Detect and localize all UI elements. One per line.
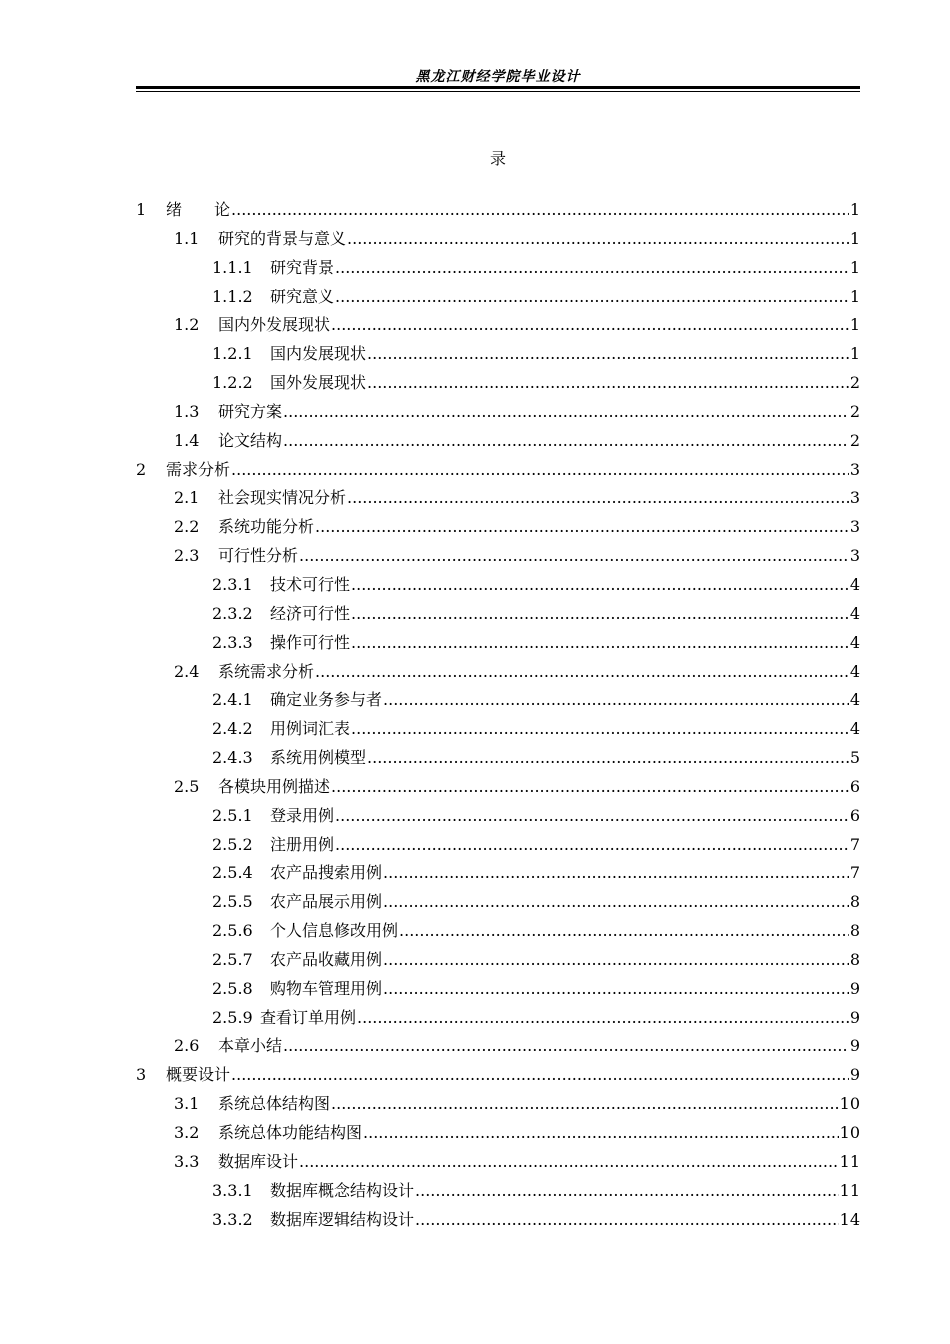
toc-entry[interactable] bbox=[136, 196, 860, 225]
toc-entry[interactable] bbox=[136, 283, 860, 312]
toc-leader-dots bbox=[383, 859, 849, 888]
toc-entry-page: 1 bbox=[849, 200, 860, 219]
toc-entry-text: 系统需求分析 bbox=[218, 661, 315, 681]
toc-entry-text: 农产品展示用例 bbox=[270, 892, 383, 912]
toc-entry[interactable] bbox=[136, 802, 860, 831]
toc-leader-dots bbox=[367, 340, 849, 369]
toc-entry-text: 系统总体结构图 bbox=[218, 1094, 331, 1114]
toc-entry-text: 数据库设计 bbox=[218, 1151, 299, 1171]
toc-entry-page: 10 bbox=[839, 1094, 860, 1114]
toc-entry-page: 6 bbox=[849, 805, 860, 825]
toc-entry-number: 1.2 bbox=[174, 315, 200, 335]
toc-entry-page: 4 bbox=[849, 603, 860, 623]
toc-leader-dots bbox=[415, 1177, 839, 1206]
toc-entry[interactable] bbox=[136, 542, 860, 571]
toc-entry[interactable] bbox=[136, 744, 860, 773]
toc-entry-text: 数据库概念结构设计 bbox=[270, 1180, 415, 1200]
toc-entry-text: 国内外发展现状 bbox=[218, 315, 331, 335]
toc-entry-number: 2.5.7 bbox=[212, 949, 253, 969]
toc-entry[interactable] bbox=[136, 773, 860, 802]
toc-leader-dots bbox=[231, 196, 849, 225]
toc-entry[interactable] bbox=[136, 254, 860, 283]
toc-entry[interactable] bbox=[136, 1032, 860, 1061]
toc-entry-number: 2.5.8 bbox=[212, 978, 253, 998]
toc-entry-number: 3.3.2 bbox=[212, 1209, 253, 1229]
toc-entry-number: 1.1 bbox=[174, 228, 200, 248]
toc-entry[interactable] bbox=[136, 1119, 860, 1148]
toc-entry-page: 7 bbox=[849, 834, 860, 854]
toc-entry-text: 论文结构 bbox=[218, 430, 283, 450]
toc-entry[interactable] bbox=[136, 225, 860, 254]
toc-entry[interactable] bbox=[136, 600, 860, 629]
toc-entry-page: 4 bbox=[849, 661, 860, 681]
toc-entry-number: 1.2.2 bbox=[212, 373, 253, 393]
toc-entry-page: 9 bbox=[849, 1065, 860, 1085]
toc-entry-number: 2 bbox=[136, 459, 147, 479]
toc-entry-page: 11 bbox=[839, 1180, 860, 1200]
toc-entry-page: 2 bbox=[849, 373, 860, 393]
toc-entry-number: 2.5.6 bbox=[212, 921, 253, 941]
toc-leader-dots bbox=[357, 1004, 849, 1033]
page-header-title: 黑龙江财经学院毕业设计 bbox=[415, 69, 581, 85]
toc-entry-number: 2.3.2 bbox=[212, 603, 253, 623]
toc-leader-dots bbox=[299, 542, 849, 571]
toc-leader-dots bbox=[335, 831, 849, 860]
toc-entry-number: 2.5 bbox=[174, 776, 200, 796]
toc-leader-dots bbox=[347, 225, 849, 254]
toc-leader-dots bbox=[331, 311, 849, 340]
toc-leader-dots bbox=[351, 600, 849, 629]
toc-leader-dots bbox=[299, 1148, 839, 1177]
toc-entry-page: 8 bbox=[849, 892, 860, 912]
toc-entry[interactable] bbox=[136, 917, 860, 946]
toc-leader-dots bbox=[383, 888, 849, 917]
toc-entry-page: 1 bbox=[849, 286, 860, 306]
toc-entry-page: 9 bbox=[849, 1036, 860, 1056]
toc-entry[interactable] bbox=[136, 946, 860, 975]
toc-entry-text: 研究意义 bbox=[270, 286, 335, 306]
toc-entry-page: 1 bbox=[849, 315, 860, 335]
toc-entry[interactable] bbox=[136, 1177, 860, 1206]
toc-entry-page: 9 bbox=[849, 1007, 860, 1027]
toc-entry-number: 2.3.3 bbox=[212, 632, 253, 652]
toc-entry-page: 1 bbox=[849, 257, 860, 277]
toc-entry-page: 1 bbox=[849, 344, 860, 364]
toc-entry-page: 3 bbox=[849, 546, 860, 566]
toc-entry-number: 1.4 bbox=[174, 430, 200, 450]
toc-title: 录 bbox=[489, 149, 506, 168]
toc-entry-page: 9 bbox=[849, 978, 860, 998]
toc-leader-dots bbox=[231, 456, 849, 485]
toc-entry-text: 注册用例 bbox=[270, 834, 335, 854]
toc-entry-page: 5 bbox=[849, 748, 860, 768]
toc-entry-page: 3 bbox=[849, 488, 860, 508]
toc-entry-text: 确定业务参与者 bbox=[270, 690, 383, 710]
toc-entry[interactable] bbox=[136, 513, 860, 542]
toc-entry[interactable] bbox=[136, 859, 860, 888]
toc-entry-number: 2.5.4 bbox=[212, 863, 253, 883]
table-of-contents bbox=[136, 196, 860, 1234]
toc-entry-page: 8 bbox=[849, 949, 860, 969]
toc-leader-dots bbox=[415, 1206, 839, 1235]
toc-entry-text: 国内发展现状 bbox=[270, 344, 367, 364]
toc-entry-page: 4 bbox=[849, 690, 860, 710]
toc-entry-number: 2.6 bbox=[174, 1036, 200, 1056]
toc-entry-number: 2.3 bbox=[174, 546, 200, 566]
toc-entry-text: 查看订单用例 bbox=[260, 1007, 357, 1027]
toc-entry-text: 农产品收藏用例 bbox=[270, 949, 383, 969]
toc-entry-text: 需求分析 bbox=[166, 459, 231, 479]
toc-entry-number: 2.4.2 bbox=[212, 719, 253, 739]
toc-leader-dots bbox=[383, 686, 849, 715]
toc-entry-number: 2.4.1 bbox=[212, 690, 253, 710]
toc-entry-page: 4 bbox=[849, 632, 860, 652]
toc-entry-text: 技术可行性 bbox=[270, 574, 351, 594]
toc-leader-dots bbox=[363, 1119, 839, 1148]
toc-entry-number: 1 bbox=[136, 200, 147, 219]
toc-entry-text: 操作可行性 bbox=[270, 632, 351, 652]
toc-entry-number: 3 bbox=[136, 1065, 147, 1085]
toc-leader-dots bbox=[283, 427, 849, 456]
toc-entry[interactable] bbox=[136, 975, 860, 1004]
toc-entry[interactable] bbox=[136, 686, 860, 715]
toc-entry-number: 1.2.1 bbox=[212, 344, 253, 364]
toc-entry-number: 1.1.2 bbox=[212, 286, 253, 306]
toc-leader-dots bbox=[335, 802, 849, 831]
toc-leader-dots bbox=[347, 484, 849, 513]
toc-entry[interactable] bbox=[136, 888, 860, 917]
toc-entry-text: 系统用例模型 bbox=[270, 748, 367, 768]
toc-leader-dots bbox=[283, 398, 849, 427]
toc-leader-dots bbox=[231, 1061, 849, 1090]
toc-entry-page: 7 bbox=[849, 863, 860, 883]
toc-entry-text: 概要设计 bbox=[166, 1065, 231, 1085]
toc-entry[interactable] bbox=[136, 398, 860, 427]
toc-entry-number: 3.1 bbox=[174, 1094, 200, 1114]
header-rule-thin bbox=[136, 91, 860, 92]
toc-entry-number: 2.2 bbox=[174, 517, 200, 537]
toc-leader-dots bbox=[383, 975, 849, 1004]
toc-entry[interactable] bbox=[136, 427, 860, 456]
toc-entry-page: 3 bbox=[849, 517, 860, 537]
toc-entry-page: 1 bbox=[849, 228, 860, 248]
toc-entry[interactable] bbox=[136, 1004, 860, 1033]
toc-entry[interactable] bbox=[136, 658, 860, 687]
toc-leader-dots bbox=[335, 254, 849, 283]
toc-entry[interactable] bbox=[136, 715, 860, 744]
toc-leader-dots bbox=[315, 658, 849, 687]
toc-entry-number: 2.5.9 bbox=[212, 1007, 253, 1027]
toc-entry-text: 各模块用例描述 bbox=[218, 776, 331, 796]
toc-leader-dots bbox=[351, 715, 849, 744]
toc-entry-page: 10 bbox=[839, 1123, 860, 1142]
toc-entry[interactable] bbox=[136, 1206, 860, 1235]
toc-entry-text: 本章小结 bbox=[218, 1036, 283, 1056]
toc-entry[interactable] bbox=[136, 831, 860, 860]
toc-entry-number: 2.4.3 bbox=[212, 748, 253, 768]
toc-entry[interactable] bbox=[136, 629, 860, 658]
toc-entry[interactable] bbox=[136, 369, 860, 398]
toc-entry-text: 个人信息修改用例 bbox=[270, 921, 399, 941]
toc-entry-page: 8 bbox=[849, 921, 860, 941]
toc-entry-text: 社会现实情况分析 bbox=[218, 488, 347, 508]
toc-entry-text: 购物车管理用例 bbox=[270, 978, 383, 998]
toc-leader-dots bbox=[367, 744, 849, 773]
toc-entry-page: 4 bbox=[849, 574, 860, 594]
toc-entry-number: 2.5.2 bbox=[212, 834, 253, 854]
header-rule-thick bbox=[136, 86, 860, 89]
toc-entry-text: 绪 论 bbox=[166, 200, 231, 219]
toc-entry-number: 2.1 bbox=[174, 488, 200, 508]
toc-entry-page: 11 bbox=[839, 1151, 860, 1171]
toc-entry[interactable] bbox=[136, 311, 860, 340]
toc-entry-page: 2 bbox=[849, 401, 860, 421]
toc-entry[interactable] bbox=[136, 484, 860, 513]
toc-entry[interactable] bbox=[136, 1090, 860, 1119]
toc-leader-dots bbox=[383, 946, 849, 975]
toc-entry-number: 1.3 bbox=[174, 401, 200, 421]
toc-leader-dots bbox=[335, 283, 849, 312]
toc-entry-number: 3.3 bbox=[174, 1151, 200, 1171]
toc-entry-number: 1.1.1 bbox=[212, 257, 253, 277]
toc-entry-text: 用例词汇表 bbox=[270, 719, 351, 739]
toc-entry-page: 3 bbox=[849, 459, 860, 479]
toc-leader-dots bbox=[331, 1090, 839, 1119]
toc-entry[interactable] bbox=[136, 1061, 860, 1090]
toc-entry-text: 系统总体功能结构图 bbox=[218, 1123, 363, 1142]
toc-entry-text: 研究背景 bbox=[270, 257, 335, 277]
toc-leader-dots bbox=[367, 369, 849, 398]
toc-entry-page: 14 bbox=[839, 1209, 860, 1229]
toc-entry-number: 2.3.1 bbox=[212, 574, 253, 594]
toc-entry-number: 2.4 bbox=[174, 661, 200, 681]
toc-leader-dots bbox=[331, 773, 849, 802]
toc-entry-text: 登录用例 bbox=[270, 805, 335, 825]
toc-leader-dots bbox=[315, 513, 849, 542]
toc-entry-number: 3.3.1 bbox=[212, 1180, 253, 1200]
toc-entry-text: 研究方案 bbox=[218, 401, 283, 421]
toc-entry[interactable] bbox=[136, 1148, 860, 1177]
toc-entry-page: 6 bbox=[849, 776, 860, 796]
toc-entry[interactable] bbox=[136, 571, 860, 600]
toc-entry-text: 研究的背景与意义 bbox=[218, 228, 347, 248]
toc-entry-text: 国外发展现状 bbox=[270, 373, 367, 393]
toc-entry-text: 经济可行性 bbox=[270, 603, 351, 623]
toc-entry[interactable] bbox=[136, 456, 860, 485]
toc-entry[interactable] bbox=[136, 340, 860, 369]
toc-entry-text: 数据库逻辑结构设计 bbox=[270, 1209, 415, 1229]
toc-leader-dots bbox=[351, 571, 849, 600]
toc-entry-number: 2.5.1 bbox=[212, 805, 253, 825]
toc-leader-dots bbox=[351, 629, 849, 658]
toc-entry-page: 2 bbox=[849, 430, 860, 450]
toc-entry-text: 可行性分析 bbox=[218, 546, 299, 566]
toc-leader-dots bbox=[399, 917, 849, 946]
toc-entry-text: 农产品搜索用例 bbox=[270, 863, 383, 883]
toc-entry-number: 2.5.5 bbox=[212, 892, 253, 912]
toc-entry-page: 4 bbox=[849, 719, 860, 739]
toc-entry-number: 3.2 bbox=[174, 1123, 200, 1142]
toc-entry-text: 系统功能分析 bbox=[218, 517, 315, 537]
toc-leader-dots bbox=[283, 1032, 849, 1061]
